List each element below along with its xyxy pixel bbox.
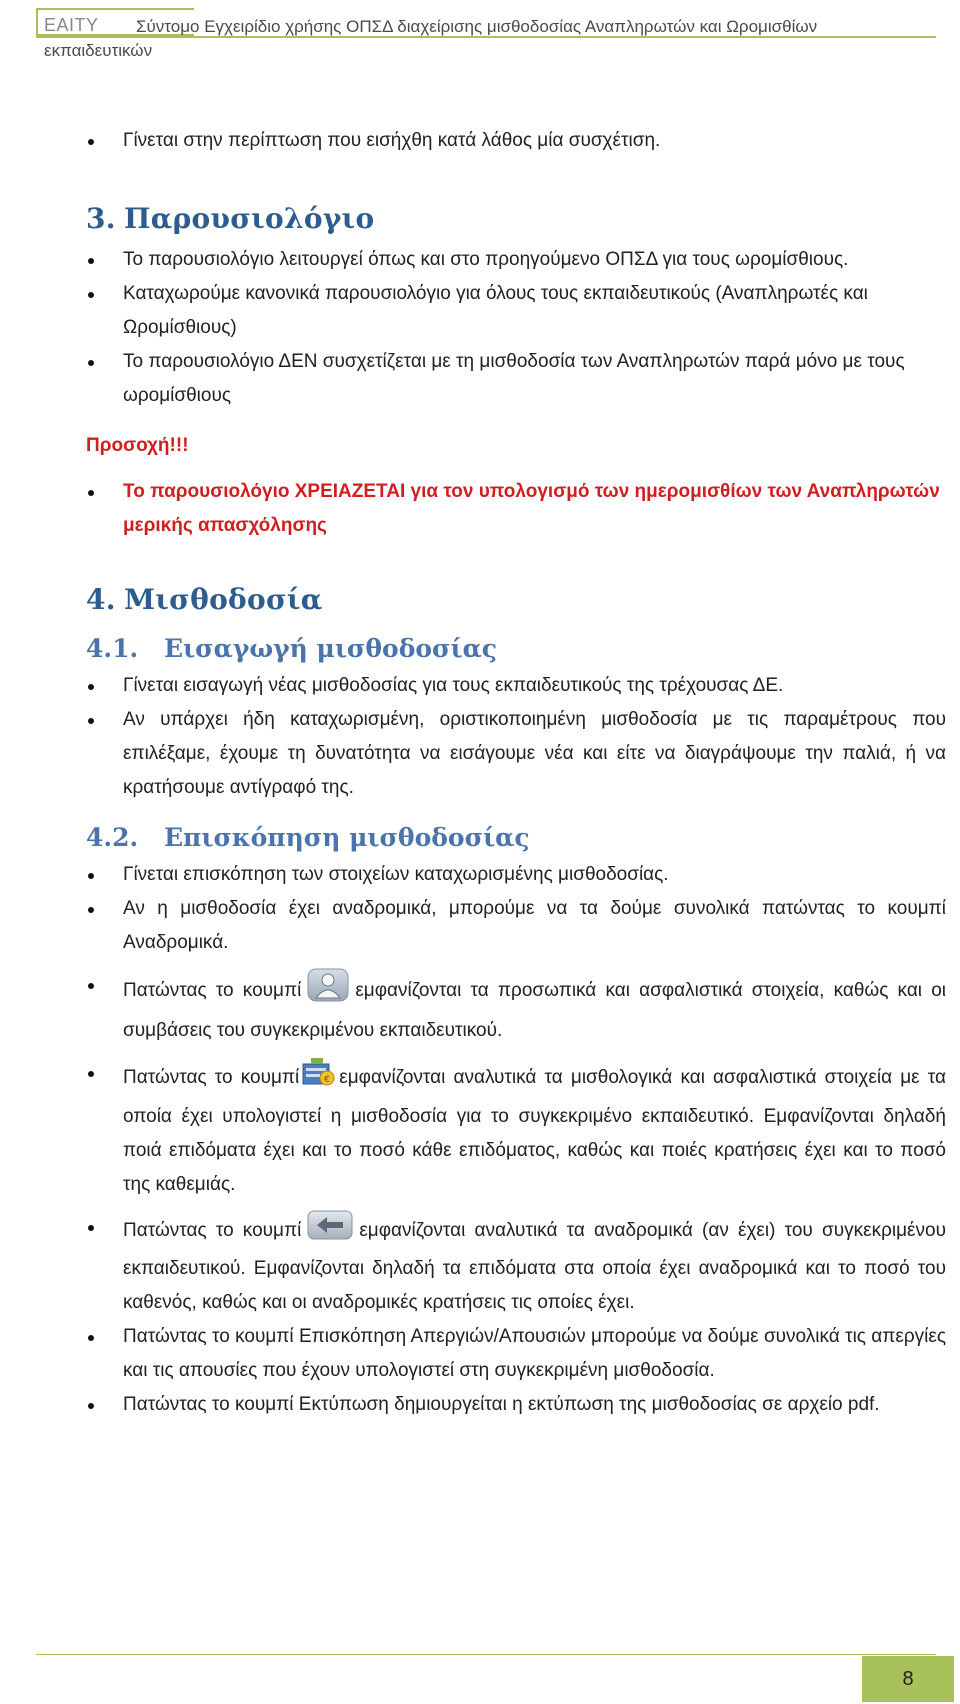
bullet-icon [88,490,94,496]
bullet-icon [88,907,94,913]
list-item: Το παρουσιολόγιο ΧΡΕΙΑΖΕΤΑΙ για τον υπολογισμό των ημερομισθίων των Αναπληρωτών μερικής απασχόλησης [86,475,946,543]
header-title-cont: εκπαιδευτικών [44,41,153,60]
bullet-icon [88,1335,94,1341]
list-item: Το παρουσιολόγιο ΔΕΝ συσχετίζεται με τη μισθοδοσία των Αναπληρωτών παρά μόνο με τους ωρομίσθιους [86,345,946,413]
list-item: Πατώντας το κουμπί € εμφανίζονται αναλυτικά τα μισθολογικά και ασφαλιστικά στοιχεία με τα οποία έχει υπολογιστεί η μισθοδοσία για το συγκεκριμένο εκπαιδευτικό. Εμφανίζονται δηλαδή ποιά επιδόματα έχει και το ποσό κάθε επιδόματος, καθώς και ποιές κρατήσεις έχει και το ποσό της καθεμιάς. [86,1056,946,1202]
subsection-heading: 4.2. Επισκόπηση μισθοδοσίας [86,823,530,852]
list-item: Αν η μισθοδοσία έχει αναδρομικά, μπορούμε να τα δούμε συνολικά πατώντας το κουμπί Αναδρομικά. [86,892,946,960]
list-item: Πατώντας το κουμπί Επισκόπηση Απεργιών/Απουσιών μπορούμε να δούμε συνολικά τις απεργίες και τις απουσίες που έχουν υπολογιστεί στη συγκεκριμένη μισθοδοσία. [86,1320,946,1388]
list-item: Πατώντας το κουμπί εμφανίζονται αναλυτικά τα αναδρομικά (αν έχει) του συγκεκριμένου εκπαιδευτικού. Εμφανίζονται δηλαδή τα επιδόματα στα οποία έχει αναδρομικά και το ποσό του καθενός, καθώς και οι αναδρομικές κρατήσεις τις οποίες έχει. [86,1210,946,1320]
document-body [86,124,946,1422]
salary-details-icon[interactable] [301,1056,337,1100]
page-number: 8 [862,1656,954,1702]
svg-text:€: € [324,1075,331,1085]
bullet-icon [88,360,94,366]
sub2-list [86,858,946,1422]
bullet-icon [88,1403,94,1409]
list-item: Αν υπάρχει ήδη καταχωρισμένη, οριστικοποιημένη μισθοδοσία με τις παραμέτρους που επιλέξαμε, έχουμε τη δυνατότητα να εισάγουμε νέα και είτε να διαγράψουμε την παλιά, ή να κρατήσουμε αντίγραφό της. [86,703,946,805]
list-item: Καταχωρούμε κανονικά παρουσιολόγιο για όλους τους εκπαιδευτικούς (Αναπληρωτές και Ωρομίσθιους) [86,277,946,345]
warning-list [86,475,946,543]
bullet-icon [88,139,94,145]
section3-list [86,243,946,413]
header-title: Σύντομο Εγχειρίδιο χρήσης ΟΠΣΔ διαχείρισης μισθοδοσίας Αναπληρωτών και Ωρομισθίων [136,17,818,36]
bullet-icon [88,1225,94,1231]
section-heading: 4. Μισθοδοσία [86,583,323,616]
warning-label: Προσοχή!!! [86,435,189,456]
back-arrow-icon[interactable] [307,1210,353,1252]
footer-rule [36,1654,936,1655]
bullet-icon [88,1071,94,1077]
bullet-icon [88,873,94,879]
section-heading: 3. Παρουσιολόγιο [86,202,375,235]
list-item: Πατώντας το κουμπί εμφανίζονται τα προσωπικά και ασφαλιστικά στοιχεία, καθώς και οι συμβάσεις του συγκεκριμένου εκπαιδευτικού. [86,968,946,1048]
subsection-heading: 4.1. Εισαγωγή μισθοδοσίας [86,634,498,663]
bullet-icon [88,292,94,298]
person-icon[interactable] [307,968,349,1014]
list-item: Γίνεται επισκόπηση των στοιχείων καταχωρισμένης μισθοδοσίας. [86,858,946,892]
bullet-icon [88,258,94,264]
bullet-icon [88,684,94,690]
list-item: Γίνεται στην περίπτωση που εισήχθη κατά λάθος μία συσχέτιση. [86,124,946,158]
sub1-list [86,669,946,805]
list-item: Το παρουσιολόγιο λειτουργεί όπως και στο προηγούμενο ΟΠΣΔ για τους ωρομίσθιους. [86,243,946,277]
list-item: Πατώντας το κουμπί Εκτύπωση δημιουργείται η εκτύπωση της μισθοδοσίας σε αρχείο pdf. [86,1388,946,1422]
list-item: Γίνεται εισαγωγή νέας μισθοδοσίας για τους εκπαιδευτικούς της τρέχουσας ΔΕ. [86,669,946,703]
intro-list [86,124,946,158]
bullet-icon [88,983,94,989]
bullet-icon [88,718,94,724]
header-org: ΕΑΙΤΥ [44,15,99,35]
